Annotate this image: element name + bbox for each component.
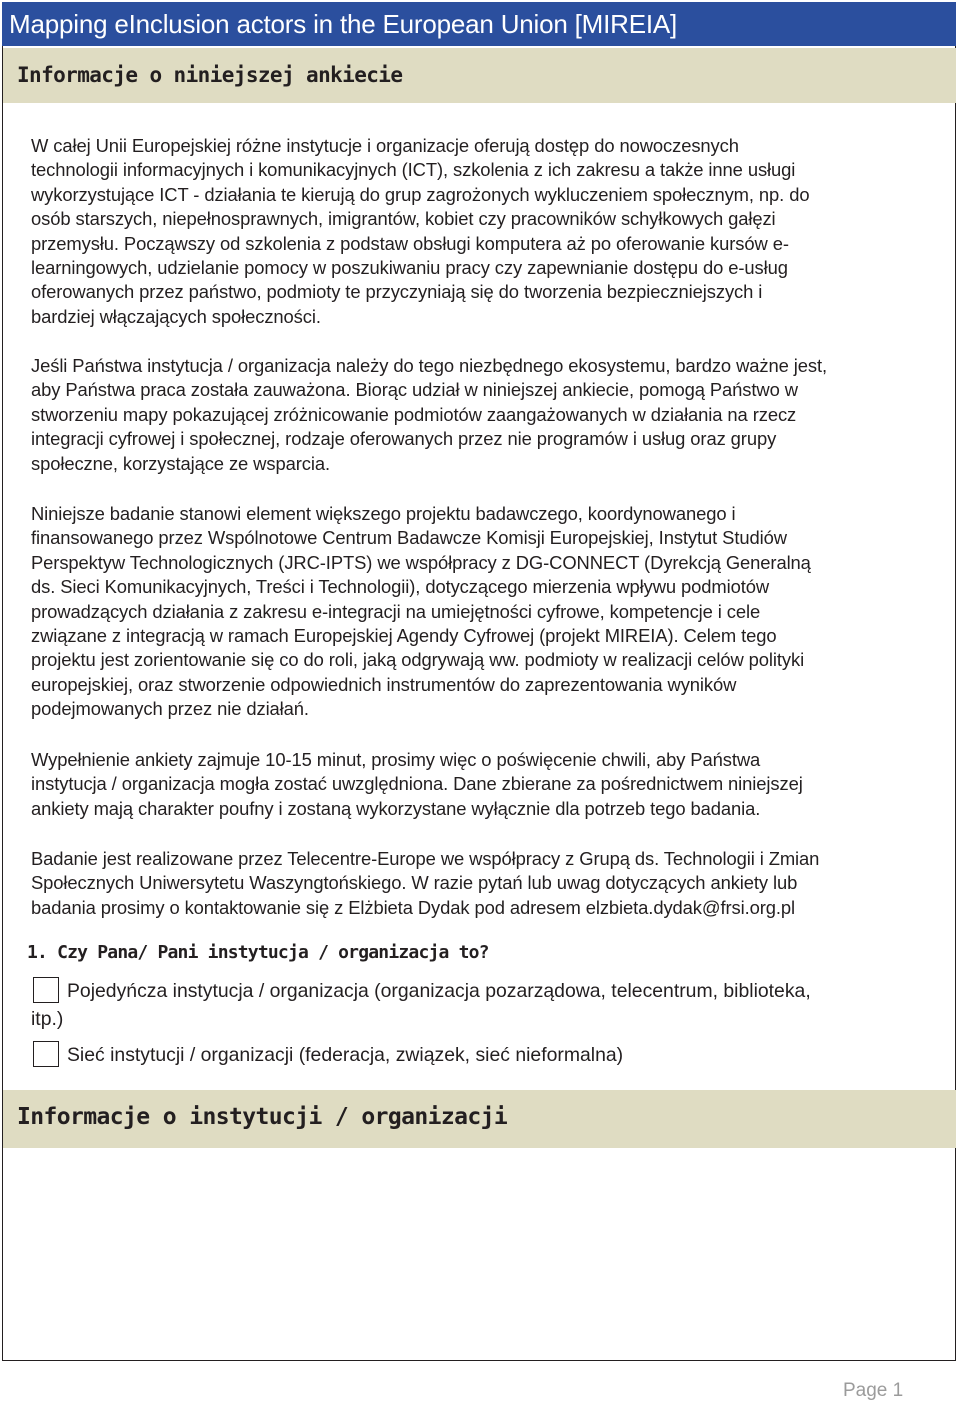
text-line: aby Państwa praca została zauważona. Biorąc udział w niniejszej ankiecie, pomogą Państwo w xyxy=(31,379,798,401)
section-title: Informacje o instytucji / organizacji xyxy=(17,1104,508,1130)
section-title: Informacje o niniejszej ankiecie xyxy=(17,63,403,87)
option-single-institution-checkbox[interactable] xyxy=(33,977,59,1003)
text-line: technologii informacyjnych i komunikacyjnych (ICT), szkolenia z ich zakresu a także inne usługi xyxy=(31,159,796,181)
option-single-institution-label-cont: itp.) xyxy=(31,1008,64,1030)
text-line: Wypełnienie ankiety zajmuje 10-15 minut, prosimy więc o poświęcenie chwili, aby Państwa xyxy=(31,749,761,770)
text-line: społeczne, korzystające ze wsparcia. xyxy=(31,452,330,474)
question-1-text: 1. Czy Pana/ Pani instytucja / organizacja to? xyxy=(27,942,489,963)
text-line: oferowanych przez państwo, podmioty te przyczyniają się do tworzenia bezpieczniejszych i xyxy=(31,281,763,303)
text-line: learningowych, udzielanie pomocy w poszukiwaniu pracy czy zapewnianie dostępu do e-usług xyxy=(31,257,788,279)
text-line: W całej Unii Europejskiej różne instytucje i organizacje oferują dostęp do nowoczesnych xyxy=(31,135,739,156)
text-line: integracji cyfrowej i społecznej, rodzaje oferowanych przez nie programów i usług oraz grupy xyxy=(31,428,777,450)
text-line: stworzeniu mapy pokazującej zróżnicowanie podmiotów zaangażowanych w działania na rzecz xyxy=(31,403,797,425)
text-line: wykorzystujące ICT - działania te kierują do grup zagrożonych wykluczeniem społecznym, np. do xyxy=(31,183,810,205)
intro-paragraph-4 xyxy=(31,748,959,821)
text-line: związane z integracją w ramach Europejskiej Agendy Cyfrowej (projekt MIREIA). Celem tego xyxy=(31,625,777,647)
page-number: Page 1 xyxy=(843,1380,904,1401)
text-line: Jeśli Państwa instytucja / organizacja należy do tego niezbędnego ekosystemu, bardzo ważne jest, xyxy=(31,355,827,376)
intro-paragraph-2 xyxy=(31,354,959,476)
text-line: Niniejsze badanie stanowi element większego projektu badawczego, koordynowanego i xyxy=(31,503,736,524)
text-line: Perspektyw Technologicznych (JRC-IPTS) we współpracy z DG-CONNECT (Dyrekcją Generalną xyxy=(31,551,811,573)
section-header-about-survey xyxy=(3,48,956,103)
option-network-label: Sieć instytucji / organizacji (federacja, związek, sieć nieformalna) xyxy=(67,1044,624,1066)
text-line: przemysłu. Począwszy od szkolenia z podstaw obsługi komputera aż po oferowanie kursów e- xyxy=(31,232,789,254)
survey-title: Mapping eInclusion actors in the European Union [MIREIA] xyxy=(9,9,678,39)
text-line: bardziej włączających społeczności. xyxy=(31,305,321,327)
intro-paragraph-1 xyxy=(31,134,959,329)
text-line: osób starszych, niepełnosprawnych, imigrantów, kobiet czy pracowników schyłkowych gałęzi xyxy=(31,208,776,230)
intro-paragraph-5 xyxy=(31,847,959,920)
text-line: finansowanego przez Wspólnotowe Centrum Badawcze Komisji Europejskiej, Instytut Studiów xyxy=(31,527,787,549)
title-bar xyxy=(2,2,956,46)
text-line: projektu jest zorientowanie się co do roli, jaką odgrywają ww. podmioty w realizacji celów polityki xyxy=(31,649,805,671)
text-line: podejmowanych przez nie działań. xyxy=(31,698,309,720)
option-single-institution-label: Pojedyńcza instytucja / organizacja (organizacja pozarządowa, telecentrum, biblioteka, xyxy=(67,980,811,1002)
text-line: prowadzących działania z zakresu e-integracji na umiejętności cyfrowe, kompetencje i cele xyxy=(31,600,761,622)
text-line: instytucja / organizacja mogła zostać uwzględniona. Dane zbierane za pośrednictwem niniejszej xyxy=(31,773,803,795)
text-line: europejskiej, oraz stworzenie odpowiednich instrumentów do zaprezentowania wyników xyxy=(31,673,737,695)
text-line: Społecznych Uniwersytetu Waszyngtońskiego. W razie pytań lub uwag dotyczących ankiety lub xyxy=(31,872,798,894)
text-line: Badanie jest realizowane przez Telecentre-Europe we współpracy z Grupą ds. Technologii i Zmian xyxy=(31,848,820,869)
option-network-checkbox[interactable] xyxy=(33,1041,59,1067)
intro-paragraph-3 xyxy=(31,502,959,722)
text-line: ds. Sieci Komunikacyjnych, Treści i Technologii), dotyczącego mierzenia wpływu podmiotów xyxy=(31,576,770,598)
text-line: ankiety mają charakter poufny i zostaną wykorzystane wyłącznie dla potrzeb tego badania. xyxy=(31,797,761,819)
section-header-about-org xyxy=(3,1090,956,1148)
text-line: badania prosimy o kontaktowanie się z Elżbieta Dydak pod adresem elzbieta.dydak@frsi.org.pl xyxy=(31,896,795,918)
